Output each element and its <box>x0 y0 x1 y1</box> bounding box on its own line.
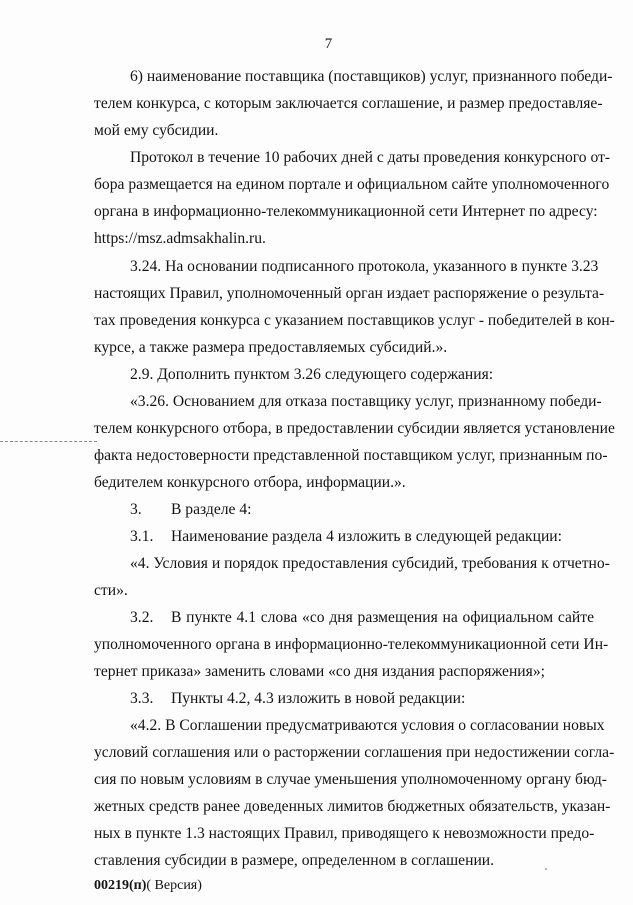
text-line: «4.2. В Соглашении предусматриваются условия о согласовании новых <box>130 717 605 734</box>
page-number: 7 <box>324 36 333 52</box>
text-line: В разделе 4: <box>171 501 252 518</box>
item-number: 3. <box>130 501 142 518</box>
text-line: условий соглашения или о расторжении соглашения при недостижении согла- <box>94 744 615 761</box>
text-line: 2.9. Дополнить пунктом 3.26 следующего содержания: <box>130 366 494 383</box>
text-line: мой ему субсидии. <box>94 122 219 139</box>
text-line: 3.24. На основании подписанного протокола, указанного в пункте 3.23 <box>130 258 599 275</box>
text-line: факта недостоверности представленной поставщиком услуг, признанным по- <box>94 447 608 464</box>
text-line: жетных средств ранее доведенных лимитов бюджетных обязательств, указан- <box>94 798 611 815</box>
text-line: «4. Условия и порядок предоставления субсидий, требования к отчетно- <box>130 555 610 572</box>
text-line: Протокол в течение 10 рабочих дней с даты проведения конкурсного от- <box>130 149 611 166</box>
document-code: 00219(п) <box>94 878 147 893</box>
text-line: сти». <box>94 582 128 599</box>
text-line: В пункте 4.1 слова «со дня размещения на официальном сайте <box>171 609 594 626</box>
document-version: ( Версия) <box>146 878 202 893</box>
text-line: бедителем конкурсного отбора, информации.». <box>94 474 406 491</box>
text-line: «3.26. Основанием для отказа поставщику услуг, признанному победи- <box>130 393 602 410</box>
text-line: настоящих Правил, уполномоченный орган издает распоряжение о результа- <box>94 285 605 302</box>
item-number: 3.1. <box>130 528 154 545</box>
item-number: 3.3. <box>130 690 154 707</box>
text-line: курсе, а также размера предоставляемых субсидий.». <box>94 339 448 356</box>
text-line: тах проведения конкурса с указанием поставщиков услуг - победителей в кон- <box>94 312 615 329</box>
scan-speck <box>545 868 547 870</box>
text-line: ставления субсидии в размере, определенном в соглашении. <box>94 852 495 869</box>
text-line: https://msz.admsakhalin.ru. <box>94 230 266 247</box>
text-line: сия по новым условиям в случае уменьшения уполномоченному органу бюд- <box>94 771 607 788</box>
text-line: бора размещается на едином портале и официальном сайте уполномоченного <box>94 176 610 193</box>
text-line: Пункты 4.2, 4.3 изложить в новой редакции: <box>171 690 466 707</box>
text-line: телем конкурсного отбора, в предоставлении субсидии является установление <box>94 420 615 437</box>
margin-dashed-mark <box>0 441 97 442</box>
text-line: уполномоченного органа в информационно-телекоммуникационной сети Ин- <box>94 636 609 653</box>
text-line: органа в информационно-телекоммуникационной сети Интернет по адресу: <box>94 203 598 220</box>
text-line: тернет приказа» заменить словами «со дня издания распоряжения»; <box>94 663 545 680</box>
document-footer <box>94 878 202 894</box>
text-line: Наименование раздела 4 изложить в следующей редакции: <box>171 528 562 545</box>
text-line: 6) наименование поставщика (поставщиков) услуг, признанного победи- <box>130 68 613 85</box>
text-line: ных в пункте 1.3 настоящих Правил, приводящего к невозможности предо- <box>94 825 595 842</box>
text-line: телем конкурса, с которым заключается соглашение, и размер предоставляе- <box>94 95 603 112</box>
item-number: 3.2. <box>130 609 154 626</box>
